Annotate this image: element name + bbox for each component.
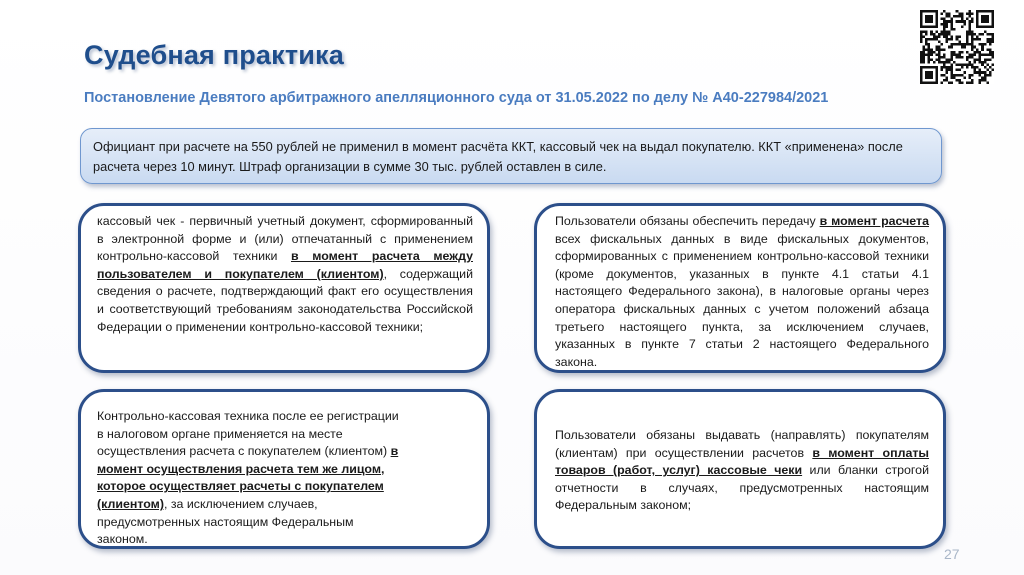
card-text-part: всех фискальных данных в виде фискальных документов, сформированных с применением контрольно-кассовой техники (кроме документов, указанных в пункте 4.1 статьи 4.1 настоящего Федерального закона), в налоговые органы через оператора фискальных данных с учетом положений абзаца третьего настоящего пункта, за исключением случаев, указанных в пункте 7 статьи 2 настоящего Федерального закона. — [555, 231, 929, 369]
card-text-part: Пользователи обязаны выдавать (направлять) покупателям (клиентам) при осуществлении расчетов — [555, 428, 929, 460]
page-title: Судебная практика — [84, 40, 344, 70]
card-issue-receipts — [534, 389, 946, 549]
page-subtitle: Постановление Девятого арбитражного апелляционного суда от 31.05.2022 по делу № А40-227984/2021 — [84, 90, 829, 106]
card-text-part: Контрольно-кассовая техника после ее регистрации в налоговом органе применяется на месте осуществления расчета с покупателем (клиентом) — [97, 409, 399, 459]
case-summary-box — [80, 128, 942, 184]
card-register-usage — [78, 389, 490, 549]
card-data-transfer — [534, 203, 946, 373]
card-text — [97, 213, 473, 336]
card-text-part: Пользователи обязаны обеспечить передачу — [555, 214, 820, 228]
card-text-part: , за исключением случаев, предусмотренных настоящим Федеральным законом. — [97, 496, 354, 547]
card-highlight: в момент оплаты товаров (работ, услуг) кассовые чеки — [555, 445, 930, 478]
card-text — [555, 213, 929, 371]
card-text-part: или бланки строгой отчетности в случаях, предусмотренных настоящим Федеральным законом; — [555, 463, 929, 513]
card-text-part: , содержащий сведения о расчете, подтверждающий факт его осуществления и соответствующий требованиям законодательства Российской Федерации о применении контрольно-кассовой техники; — [97, 266, 473, 334]
card-text — [97, 408, 403, 549]
card-text-part: кассовый чек - первичный учетный документ, сформированный в электронной форме и (или) отпечатанный с применением контрольно-кассовой техники — [97, 214, 473, 264]
qr-code-icon — [920, 10, 994, 84]
case-summary-text: Официант при расчете на 550 рублей не применил в момент расчёта ККТ, кассовый чек на выдал покупателю. ККТ «применена» после расчета через 10 минут. Штраф организации в сумме 30 тыс. рублей оставлен в силе. — [93, 139, 903, 174]
card-highlight: в момент осуществления расчета тем же лицом, которое осуществляет расчеты с покупателем (клиентом) — [97, 444, 399, 511]
card-highlight: в момент расчета — [819, 214, 929, 228]
page-number: 27 — [944, 546, 960, 562]
card-text — [555, 427, 929, 515]
card-receipt-definition — [78, 203, 490, 373]
card-highlight: в момент расчета между пользователем и покупателем (клиентом) — [97, 249, 473, 281]
